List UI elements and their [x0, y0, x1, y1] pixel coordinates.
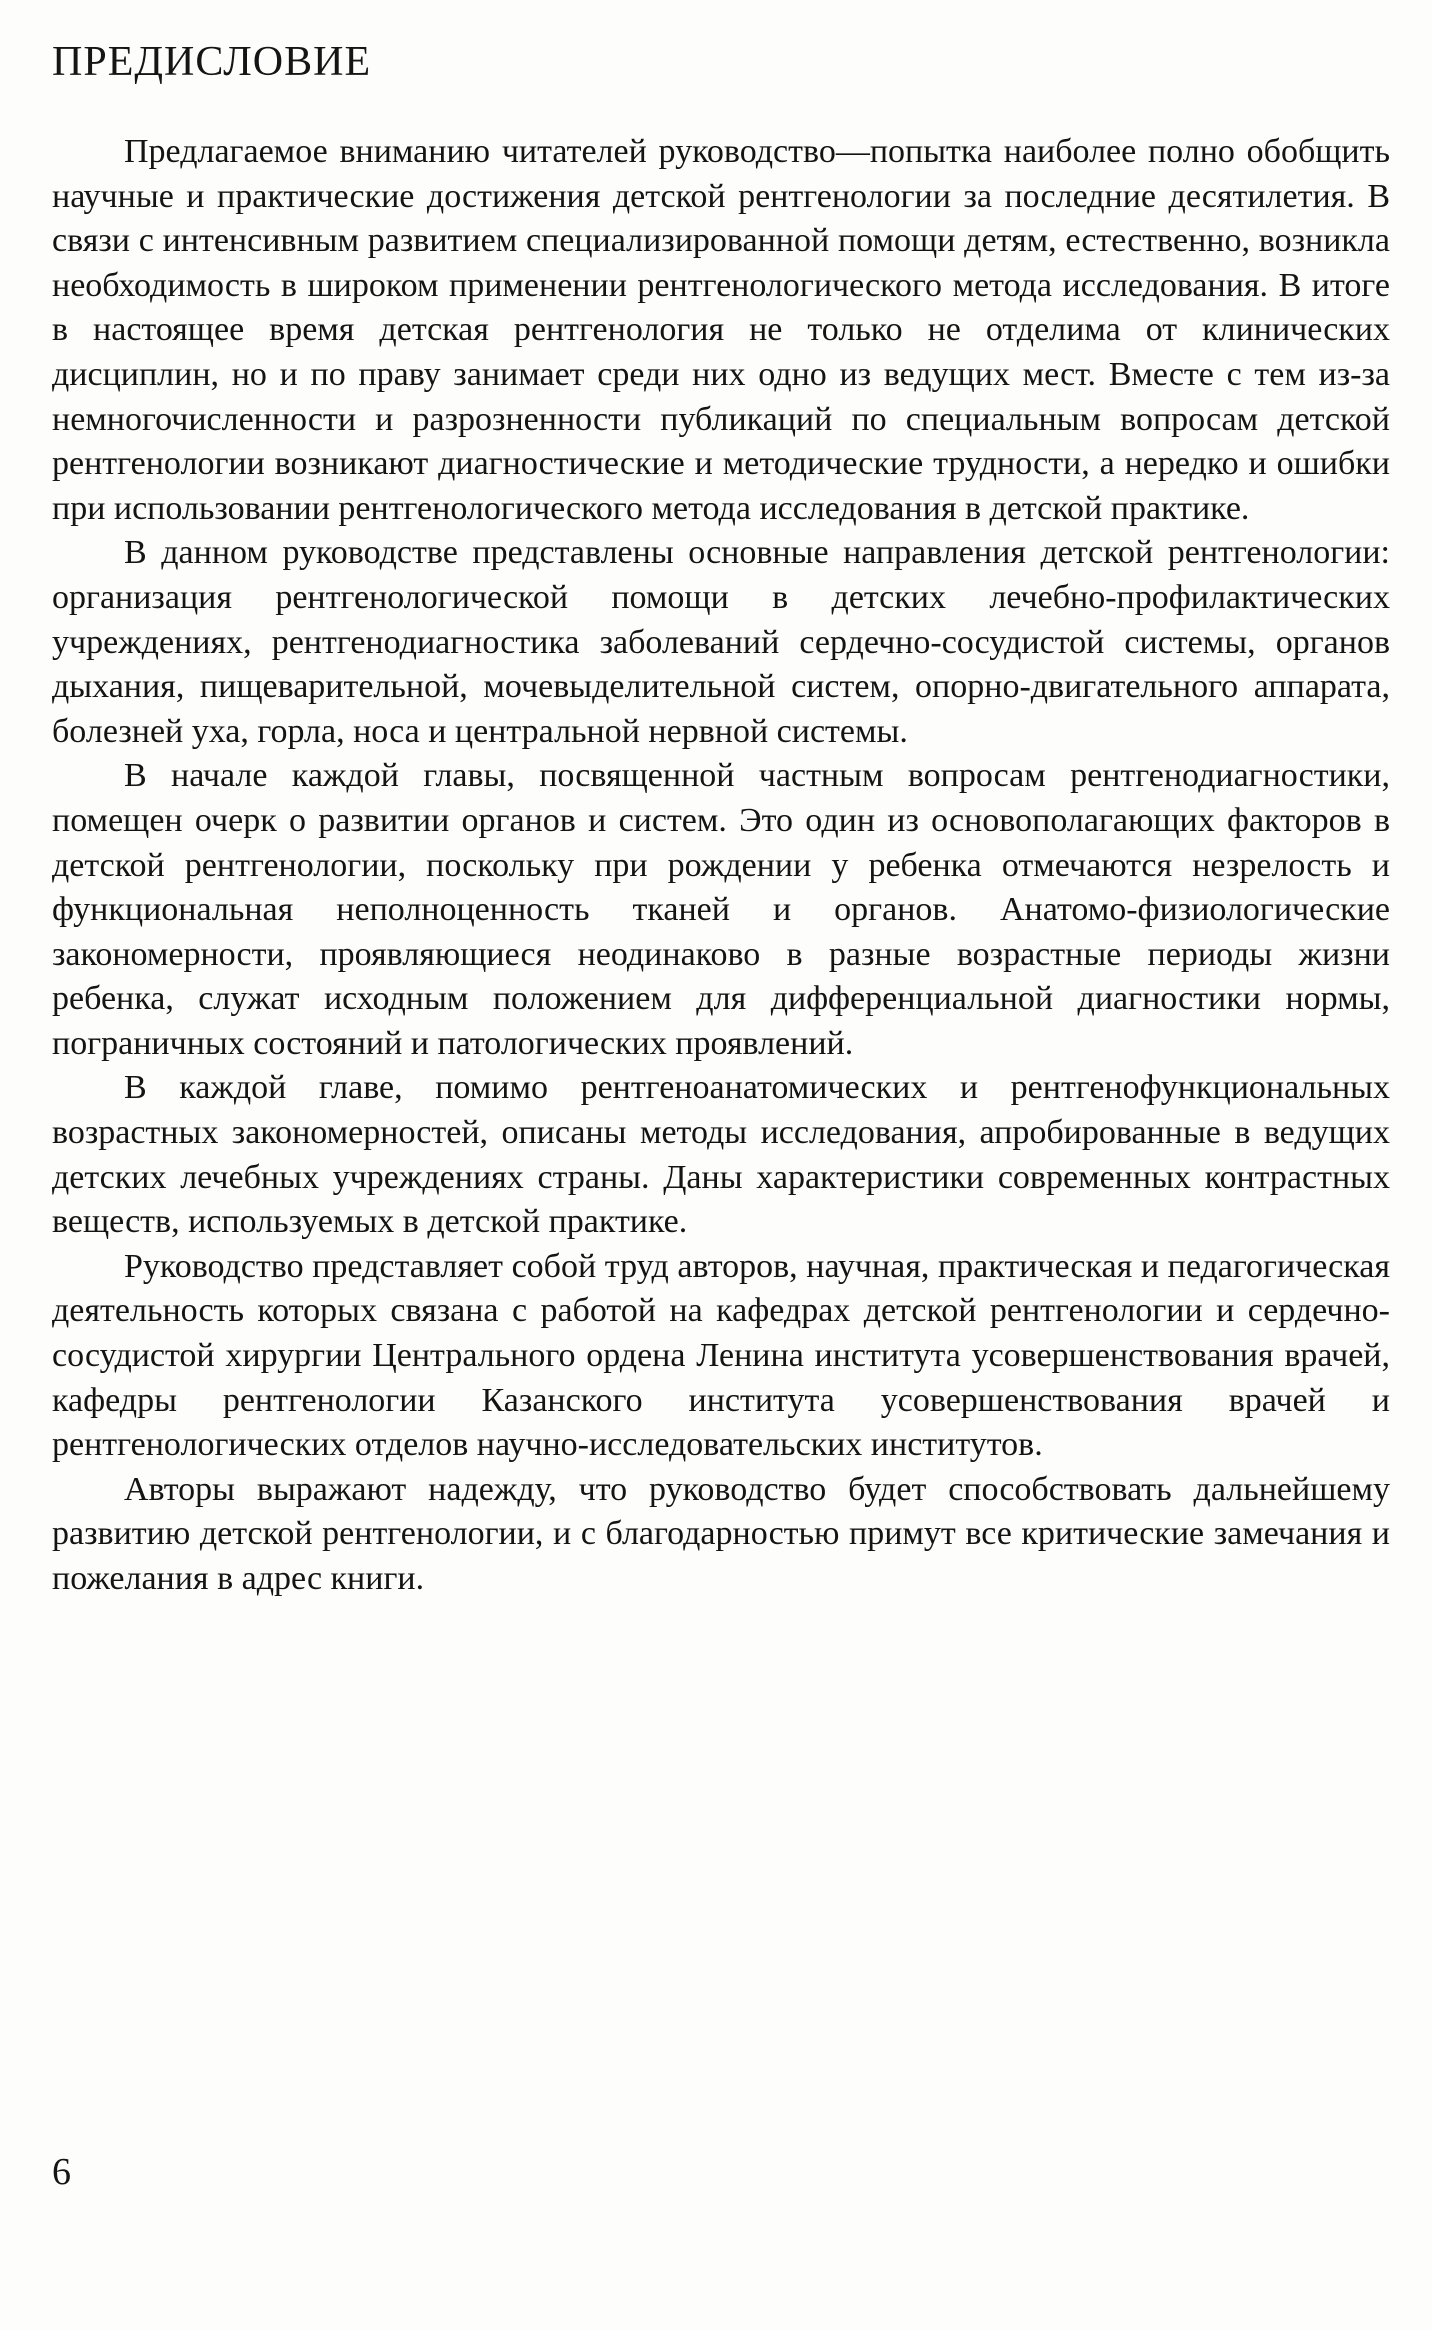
paragraph-3: В начале каждой главы, посвященной частным вопросам рентгенодиагностики, помещен очерк о развитии органов и систем. Это один из основополагающих факторов в детской рентгенологии, поскольку при рождении у ребенка отмечаются незрелость и функциональная неполноценность тканей и органов. Анатомо-физиологические закономерности, проявляющиеся неодинаково в разные возрастные периоды жизни ребенка, служат исходным положением для дифференциальной диагностики нормы, пограничных состояний и патологических проявлений. [52, 757, 1390, 1062]
paragraph-4: В каждой главе, помимо рентгеноанатомических и рентгенофункциональных возрастных закономерностей, описаны методы исследования, апробированные в ведущих детских лечебных учреждениях страны. Даны характеристики современных контрастных веществ, используемых в детской практике. [52, 1069, 1390, 1241]
text-body [52, 130, 1390, 1602]
paragraph-2: В данном руководстве представлены основные направления детской рентгенологии: организация рентгенологической помощи в детских лечебно-профилактических учреждениях, рентгенодиагностика заболеваний сердечно-сосудистой системы, органов дыхания, пищеварительной, мочевыделительной систем, опорно-двигательного аппарата, болезней уха, горла, носа и центральной нервной системы. [52, 534, 1390, 750]
page-title: ПРЕДИСЛОВИЕ [52, 39, 372, 85]
paragraph-1: Предлагаемое вниманию читателей руководство—попытка наиболее полно обобщить научные и практические достижения детской рентгенологии за последние десятилетия. В связи с интенсивным развитием специализированной помощи детям, естественно, возникла необходимость в широком применении рентгенологического метода исследования. В итоге в настоящее время детская рентгенология не только не отделима от клинических дисциплин, но и по праву занимает среди них одно из ведущих мест. Вместе с тем из-за немногочисленности и разрозненности публикаций по специальным вопросам детской рентгенологии возникают диагностические и методические трудности, а нередко и ошибки при использовании рентгенологического метода исследования в детской практике. [52, 133, 1390, 527]
paragraph-6: Авторы выражают надежду, что руководство будет способствовать дальнейшему развитию детской рентгенологии, и с благодарностью примут все критические замечания и пожелания в адрес книги. [52, 1470, 1390, 1597]
page-number: 6 [52, 2151, 71, 2193]
paragraph-5: Руководство представляет собой труд авторов, научная, практическая и педагогическая деятельность которых связана с работой на кафедрах детской рентгенологии и сердечно-сосудистой хирургии Центрального ордена Ленина института усовершенствования врачей, кафедры рентгенологии Казанского института усовершенствования врачей и рентгенологических отделов научно-исследовательских институтов. [52, 1247, 1390, 1464]
